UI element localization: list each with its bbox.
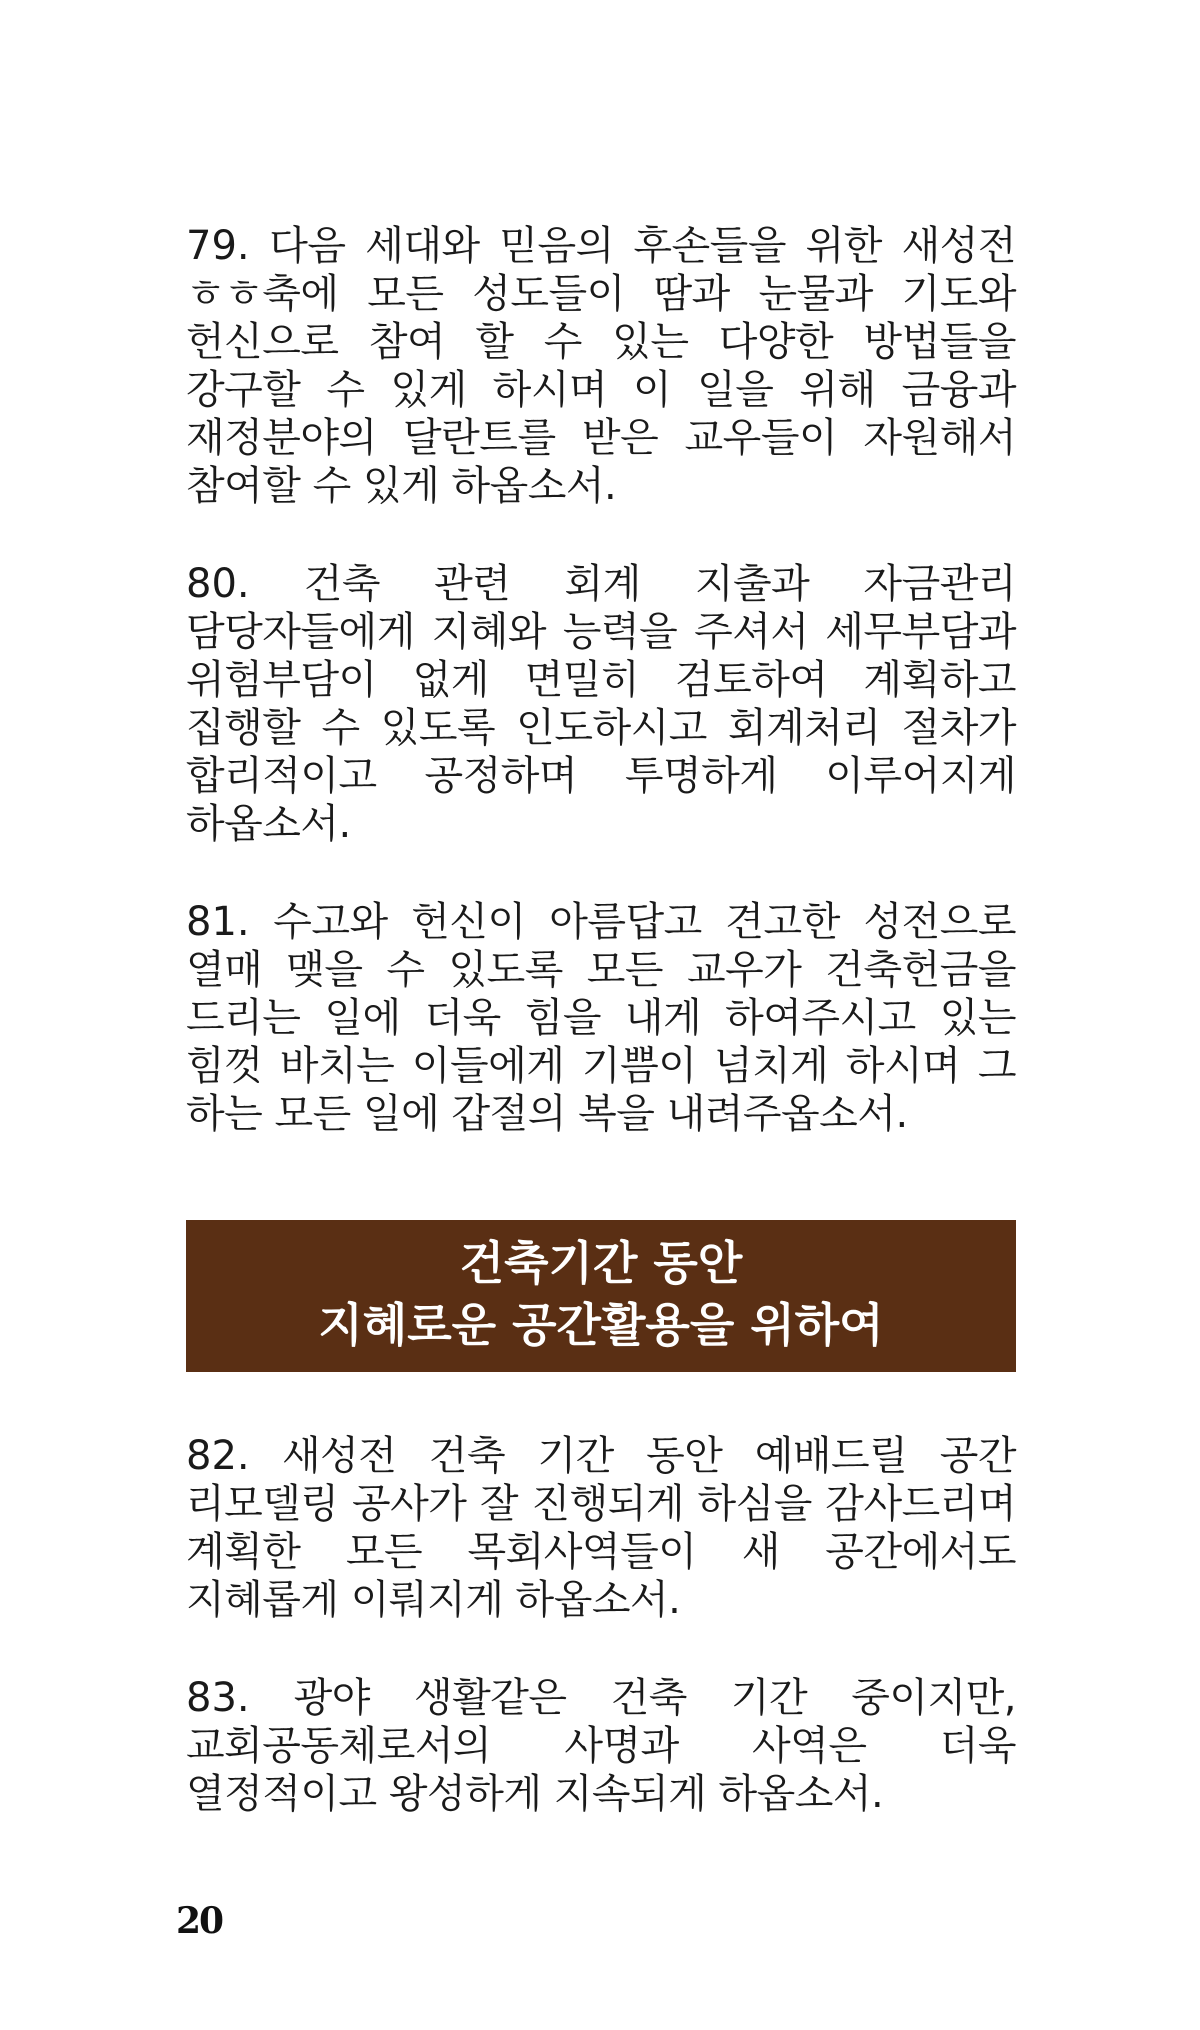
prayer-text: 광야 생활같은 건축 기간 중이지만, 교회공동체로서의 사명과 사역은 더욱 열정적이고 왕성하게 지속되게 하옵소서. <box>186 1675 1016 1817</box>
prayer-text: 다음 세대와 믿음의 후손들을 위한 새성전 ㅎㅎ축에 모든 성도들이 땀과 눈물과 기도와 헌신으로 참여 할 수 있는 다양한 방법들을 강구할 수 있게 하시며 이 일을 위해 금융과 재정분야의 달란트를 받은 교우들이 자원해서 참여할 수 있게 하옵소서. <box>186 223 1016 509</box>
prayer-number: 83. <box>186 1675 250 1721</box>
prayer-text: 수고와 헌신이 아름답고 견고한 성전으로 열매 맺을 수 있도록 모든 교우가 건축헌금을 드리는 일에 더욱 힘을 내게 하여주시고 있는 힘껏 바치는 이들에게 기쁨이 넘치게 하시며 그 하는 모든 일에 갑절의 복을 내려주옵소서. <box>186 899 1016 1137</box>
prayer-number: 80. <box>186 561 250 607</box>
prayer-text: 새성전 건축 기간 동안 예배드릴 공간 리모델링 공사가 잘 진행되게 하심을 감사드리며 계획한 모든 목회사역들이 새 공간에서도 지혜롭게 이뤄지게 하옵소서. <box>186 1433 1016 1623</box>
prayer-number: 79. <box>186 223 250 269</box>
section-header-line1: 건축기간 동안 <box>459 1236 743 1290</box>
prayer-item-79 <box>186 222 1016 510</box>
prayer-item-83 <box>186 1674 1016 1818</box>
prayer-list-bottom <box>186 1432 1016 1818</box>
prayer-text: 건축 관련 회계 지출과 자금관리 담당자들에게 지혜와 능력을 주셔서 세무부담과 위험부담이 없게 면밀히 검토하여 계획하고 집행할 수 있도록 인도하시고 회계처리 절차가 합리적이고 공정하며 투명하게 이루어지게 하옵소서. <box>186 561 1016 847</box>
prayer-number: 82. <box>186 1433 250 1479</box>
prayer-item-81 <box>186 898 1016 1138</box>
prayer-list-top <box>186 222 1016 1138</box>
page-number: 20 <box>176 1900 223 1942</box>
section-header-line2: 지혜로운 공간활용을 위하여 <box>318 1298 884 1352</box>
section-header <box>186 1220 1016 1372</box>
prayer-item-80 <box>186 560 1016 848</box>
prayer-item-82 <box>186 1432 1016 1624</box>
prayer-number: 81. <box>186 899 250 945</box>
